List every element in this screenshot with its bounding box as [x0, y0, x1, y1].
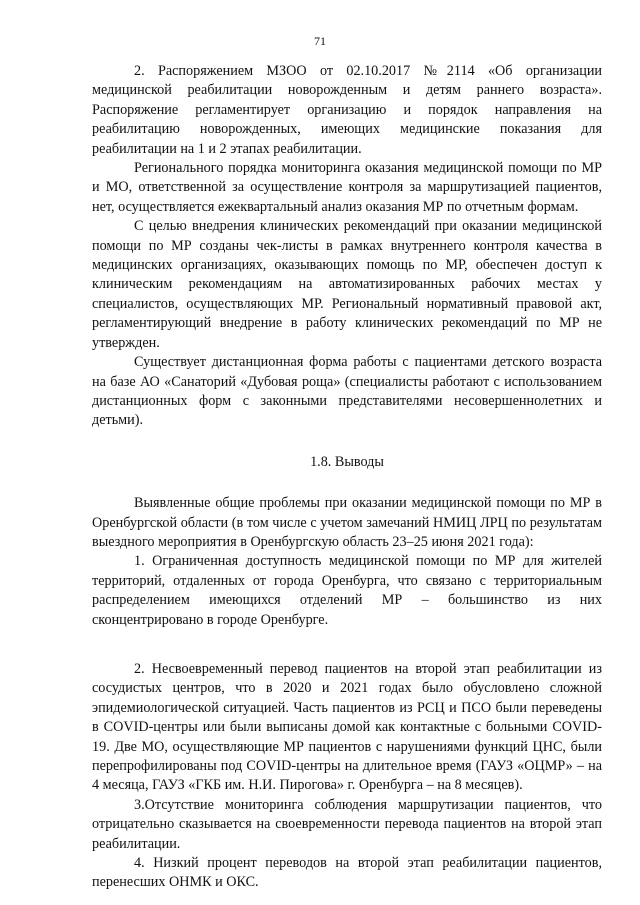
page-number: 71 — [314, 34, 326, 48]
document-body — [92, 62, 602, 893]
spacer — [92, 472, 602, 494]
paragraph-clinical-recommendations: С целью внедрения клинических рекомендаций при оказании медицинской помощи по МР созданы чек-листы в рамках внутреннего контроля качества в медицинских организациях, оказывающих помощь по МР, обеспечен доступ к клиническим рекомендациям на автоматизированных рабочих местах у специалистов, осуществляющих МР. Региональный нормативный правовой акт, регламентирующий внедрение в работу клинических рекомендаций по МР не утвержден. — [92, 218, 602, 351]
spacer — [92, 431, 602, 453]
conclusion-item-3: 3.Отсутствие мониторинга соблюдения маршрутизации пациентов, что отрицательно сказывается на своевременности перевода пациентов на второй этап реабилитации. — [92, 796, 602, 852]
conclusions-intro: Выявленные общие проблемы при оказании медицинской помощи по МР в Оренбургской области (в том числе с учетом замечаний НМИЦ ЛРЦ по результатам выездного мероприятия в Оренбургскую область 23–25 июня 2021 года): — [92, 495, 602, 550]
spacer — [92, 630, 602, 660]
paragraph-remote-work: Существует дистанционная форма работы с пациентами детского возраста на базе АО «Санаторий «Дубовая роща» (специалисты работают с использованием дистанционных форм с законными представителями несовершеннолетних и детьми). — [92, 354, 602, 429]
paragraph-monitoring: Регионального порядка мониторинга оказания медицинской помощи по МР и МО, ответственной за осуществление контроля за маршрутизацией пациентов, нет, осуществляется ежеквартальный анализ оказания МР по отчетным формам. — [92, 160, 602, 215]
conclusion-item-2: 2. Несвоевременный перевод пациентов на второй этап реабилитации из сосудистых центров, что в 2020 и 2021 годах было обусловлено сложной эпидемиологической ситуацией. Часть пациентов из РСЦ и ПСО были переведены в COVID-центры или были выписаны домой как контактные с больными COVID-19. Две МО, осуществляющие МР пациентов с нарушениями функций ЦНС, были перепрофилированы под COVID-центры на длительное время (ГАУЗ «ОЦМР» – на 4 месяца, ГАУЗ «ГКБ им. Н.И. Пирогова» г. Оренбурга – на 8 месяцев). — [92, 660, 602, 794]
paragraph-order-2114: 2. Распоряжением МЗОО от 02.10.2017 №2114 «Об организации медицинской реабилитации новорожденным и детям раннего возраста». Распоряжение регламентирует организацию и порядок направления на реабилитацию новорожденных, имеющих медицинские показания для реабилитации на 1 и 2 этапах реабилитации. — [92, 63, 602, 157]
section-heading: 1.8. Выводы — [310, 453, 384, 470]
conclusion-item-1: 1. Ограниченная доступность медицинской помощи по МР для жителей территорий, отдаленных от города Оренбурга, что связано с территориальным распределением имеющихся отделений МР – большинство из них сконцентрировано в городе Оренбурге. — [92, 553, 602, 628]
conclusion-item-4: 4. Низкий процент переводов на второй этап реабилитации пациентов, перенесших ОНМК и ОКС. — [92, 855, 602, 891]
